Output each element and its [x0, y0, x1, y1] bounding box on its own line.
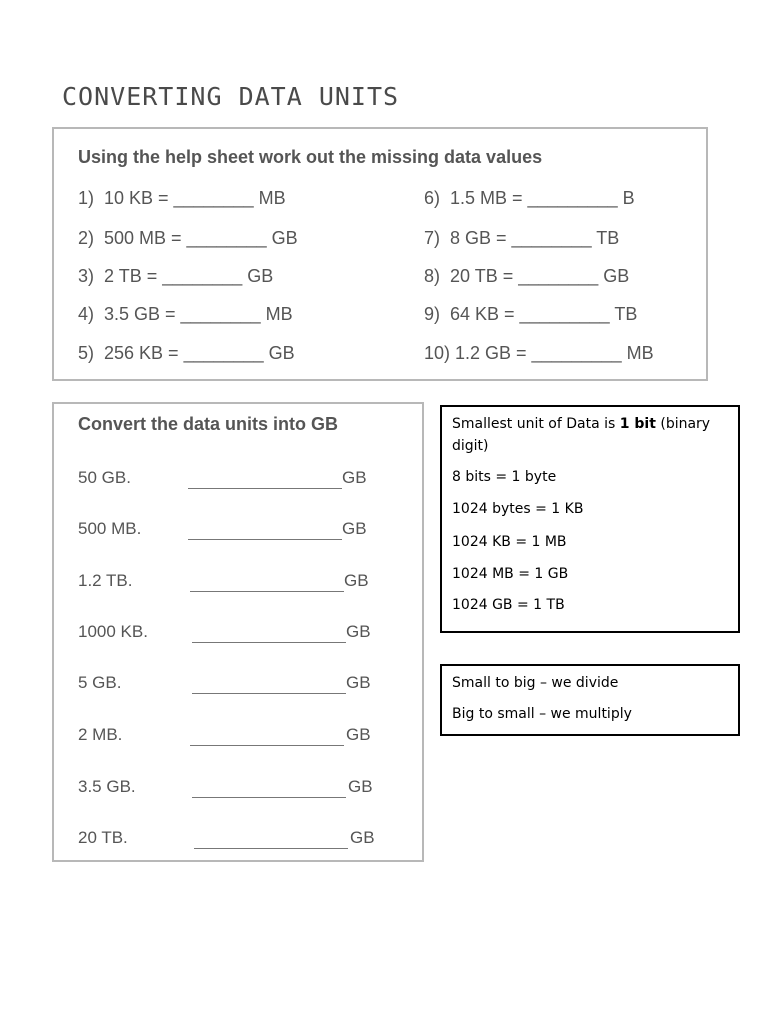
question-3: 3) 2 TB = ________ GB	[78, 266, 274, 286]
smallest-unit-prefix: Smallest unit of Data is	[452, 416, 620, 432]
conversion-rules-box	[440, 664, 740, 736]
answer-line-3	[190, 591, 344, 592]
convert-item-5-suffix: GB	[346, 673, 371, 692]
fact-bytes-kb: 1024 bytes = 1 KB	[452, 501, 584, 517]
convert-item-4-unit: 1000 KB.	[78, 622, 148, 641]
question-4: 4) 3.5 GB = ________ MB	[78, 304, 293, 324]
missing-values-heading: Using the help sheet work out the missing data values	[78, 147, 543, 167]
convert-item-3-unit: 1.2 TB.	[78, 571, 133, 590]
convert-item-4-suffix: GB	[346, 622, 371, 641]
question-6: 6) 1.5 MB = _________ B	[424, 188, 635, 208]
rule-small-to-big: Small to big – we divide	[452, 675, 619, 691]
page-title: CONVERTING DATA UNITS	[62, 82, 400, 111]
answer-line-8	[194, 848, 348, 849]
missing-values-box	[52, 127, 708, 381]
answer-line-1	[188, 488, 342, 489]
convert-gb-box	[52, 402, 424, 862]
question-9: 9) 64 KB = _________ TB	[424, 304, 638, 324]
convert-item-3-suffix: GB	[344, 571, 369, 590]
answer-line-7	[192, 797, 346, 798]
question-8: 8) 20 TB = ________ GB	[424, 266, 630, 286]
smallest-unit-suffix: (binary digit)	[452, 416, 711, 454]
convert-item-8-unit: 20 TB.	[78, 828, 128, 847]
convert-item-6-unit: 2 MB.	[78, 725, 123, 744]
answer-line-2	[188, 539, 342, 540]
help-sheet-box	[440, 405, 740, 633]
convert-item-8-suffix: GB	[350, 828, 375, 847]
question-5: 5) 256 KB = ________ GB	[78, 343, 295, 363]
smallest-unit-text	[452, 413, 732, 457]
convert-item-1-suffix: GB	[342, 468, 367, 487]
convert-item-2-unit: 500 MB.	[78, 519, 142, 538]
fact-kb-mb: 1024 KB = 1 MB	[452, 534, 567, 550]
convert-item-7-suffix: GB	[348, 777, 373, 796]
answer-line-4	[192, 642, 346, 643]
fact-mb-gb: 1024 MB = 1 GB	[452, 566, 569, 582]
convert-item-5-unit: 5 GB.	[78, 673, 122, 692]
convert-item-2-suffix: GB	[342, 519, 367, 538]
question-2: 2) 500 MB = ________ GB	[78, 228, 298, 248]
convert-item-7-unit: 3.5 GB.	[78, 777, 136, 796]
answer-line-6	[190, 745, 344, 746]
fact-gb-tb: 1024 GB = 1 TB	[452, 597, 565, 613]
question-10: 10) 1.2 GB = _________ MB	[424, 343, 654, 363]
question-1: 1) 10 KB = ________ MB	[78, 188, 286, 208]
answer-line-5	[192, 693, 346, 694]
fact-bits-byte: 8 bits = 1 byte	[452, 469, 557, 485]
rule-big-to-small: Big to small – we multiply	[452, 706, 632, 722]
question-7: 7) 8 GB = ________ TB	[424, 228, 620, 248]
convert-item-6-suffix: GB	[346, 725, 371, 744]
convert-gb-heading: Convert the data units into GB	[78, 414, 339, 434]
smallest-unit-bold: 1 bit	[619, 416, 656, 432]
convert-item-1-unit: 50 GB.	[78, 468, 131, 487]
